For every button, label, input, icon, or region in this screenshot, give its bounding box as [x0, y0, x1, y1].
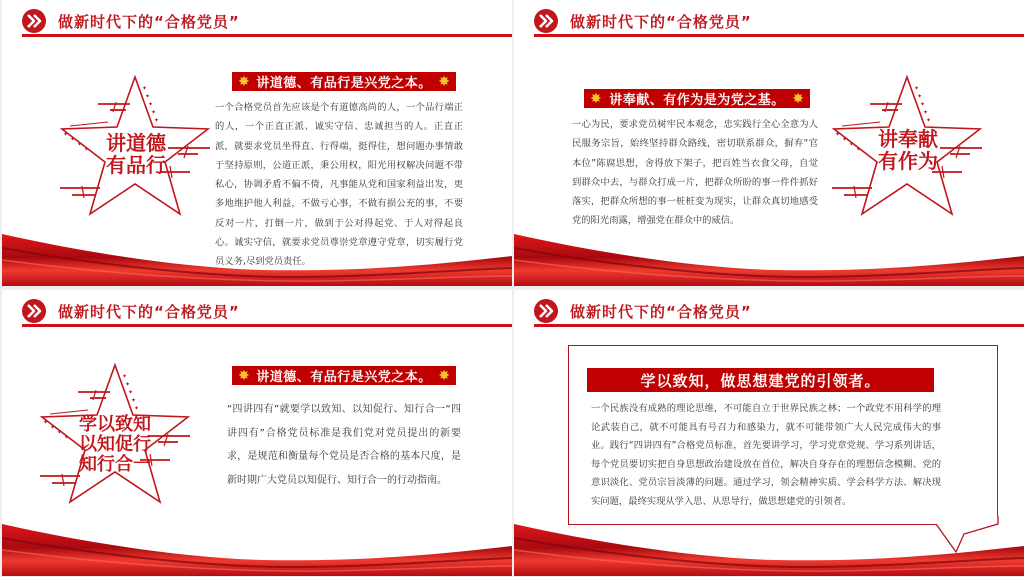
gold-star-icon: ✸: [792, 90, 804, 107]
double-chevron-right-icon: [534, 299, 558, 323]
section-banner: 学以致知，做思想建党的引领者。: [587, 368, 934, 392]
slide-3[interactable]: [2, 290, 512, 576]
page-curl-icon: [934, 516, 1004, 556]
slide-header: [534, 8, 752, 34]
slide-title: 做新时代下的“合格党员”: [570, 12, 752, 31]
header-divider: [22, 34, 512, 37]
slide-2[interactable]: [514, 0, 1024, 286]
body-paragraph: 一个合格党员首先应该是个有道德高尚的人，一个品行端正的人，一个正直正派、诚实守信、忠诚担当的人。正直正派，就要求党员坐得直、行得端，挺得住，想问题办事情敢于坚持原则，公道正派，秉公用权，阳光用权解决问题不带私心，协调矛盾不偏不倚，凡事能从党和国家利益出发，更多地维护他人利益，不做亏心事，不做有损公充的事，不要反对一片，打倒一片，做到于公对得起党、于人对得起良心。诚实守信，就要求党员尊崇党章遵守党章，切实履行党员义务,尽到党员责任。: [215, 102, 463, 268]
slide-header: [22, 298, 240, 324]
red-ribbon-decoration: [2, 226, 512, 286]
gold-star-icon: ✸: [438, 367, 450, 384]
gold-star-icon: ✸: [438, 73, 450, 90]
slide-header: [534, 298, 752, 324]
double-chevron-right-icon: [22, 299, 46, 323]
double-chevron-right-icon: [534, 9, 558, 33]
slide-header: [22, 8, 240, 34]
slide-title: 做新时代下的“合格党员”: [570, 302, 752, 321]
gold-star-icon: ✸: [238, 73, 250, 90]
star-label: 讲道德 有品行: [106, 131, 166, 178]
slide-title: 做新时代下的“合格党员”: [58, 302, 240, 321]
section-banner: ✸ 讲道德、有品行是兴党之本。 ✸: [232, 366, 456, 385]
red-ribbon-decoration: [514, 226, 1024, 286]
gold-star-icon: ✸: [238, 367, 250, 384]
body-paragraph: 一心为民，要求党员树牢民本观念，忠实践行全心全意为人民服务宗旨，始终坚持群众路线，密切联系群众，摒弃“官本位”陈腐思想，舍得放下架子，把百姓当衣食父母，自觉到群众中去，与群众打成一片，把群众所盼的事一件件抓好落实，把群众所想的事一桩桩变为现实，让群众真切地感受党的阳光雨露，增强党在群众中的威信。: [572, 119, 818, 227]
slide-1[interactable]: [2, 0, 512, 286]
slide-title: 做新时代下的“合格党员”: [58, 12, 240, 31]
gold-star-icon: ✸: [590, 90, 602, 107]
double-chevron-right-icon: [22, 9, 46, 33]
body-paragraph: “四讲四有”就要学以致知、以知促行、知行合一“四讲四有”合格党员标准是我们党对党员提出的新要求，是规范和衡量每个党员是否合格的基本尺度，是新时期广大党员以知促行、知行合一的行动指南。: [227, 404, 461, 486]
star-label: 讲奉献 有作为: [878, 127, 938, 174]
star-label: 学以致知 以知促行 知行合一: [79, 414, 151, 476]
header-divider: [22, 324, 512, 327]
header-divider: [534, 34, 1024, 37]
section-banner: ✸ 讲奉献、有作为是为党之基。 ✸: [584, 89, 810, 108]
section-banner: ✸ 讲道德、有品行是兴党之本。 ✸: [232, 72, 456, 91]
header-divider: [534, 324, 1024, 327]
slide-4[interactable]: [514, 290, 1024, 576]
body-paragraph: 一个民族没有成熟的理论思维，不可能自立于世界民族之林；一个政党不用科学的理论武装自己，就不可能具有号召力和感染力，就不可能带领广大人民完成伟大的事业。践行“四讲四有”合格党员标准，首先要讲学习，学习党章党规、学习系列讲话，每个党员要切实把自身思想政治建设放在首位，解决自身存在的理想信念模糊、党的意识淡化、党员宗旨淡薄的问题。通过学习，领会精神实质、学会科学方法、解决现实问题，最终实现从学入思、从思导行，做思想建党的引领者。: [591, 403, 941, 507]
red-ribbon-decoration: [2, 516, 512, 576]
